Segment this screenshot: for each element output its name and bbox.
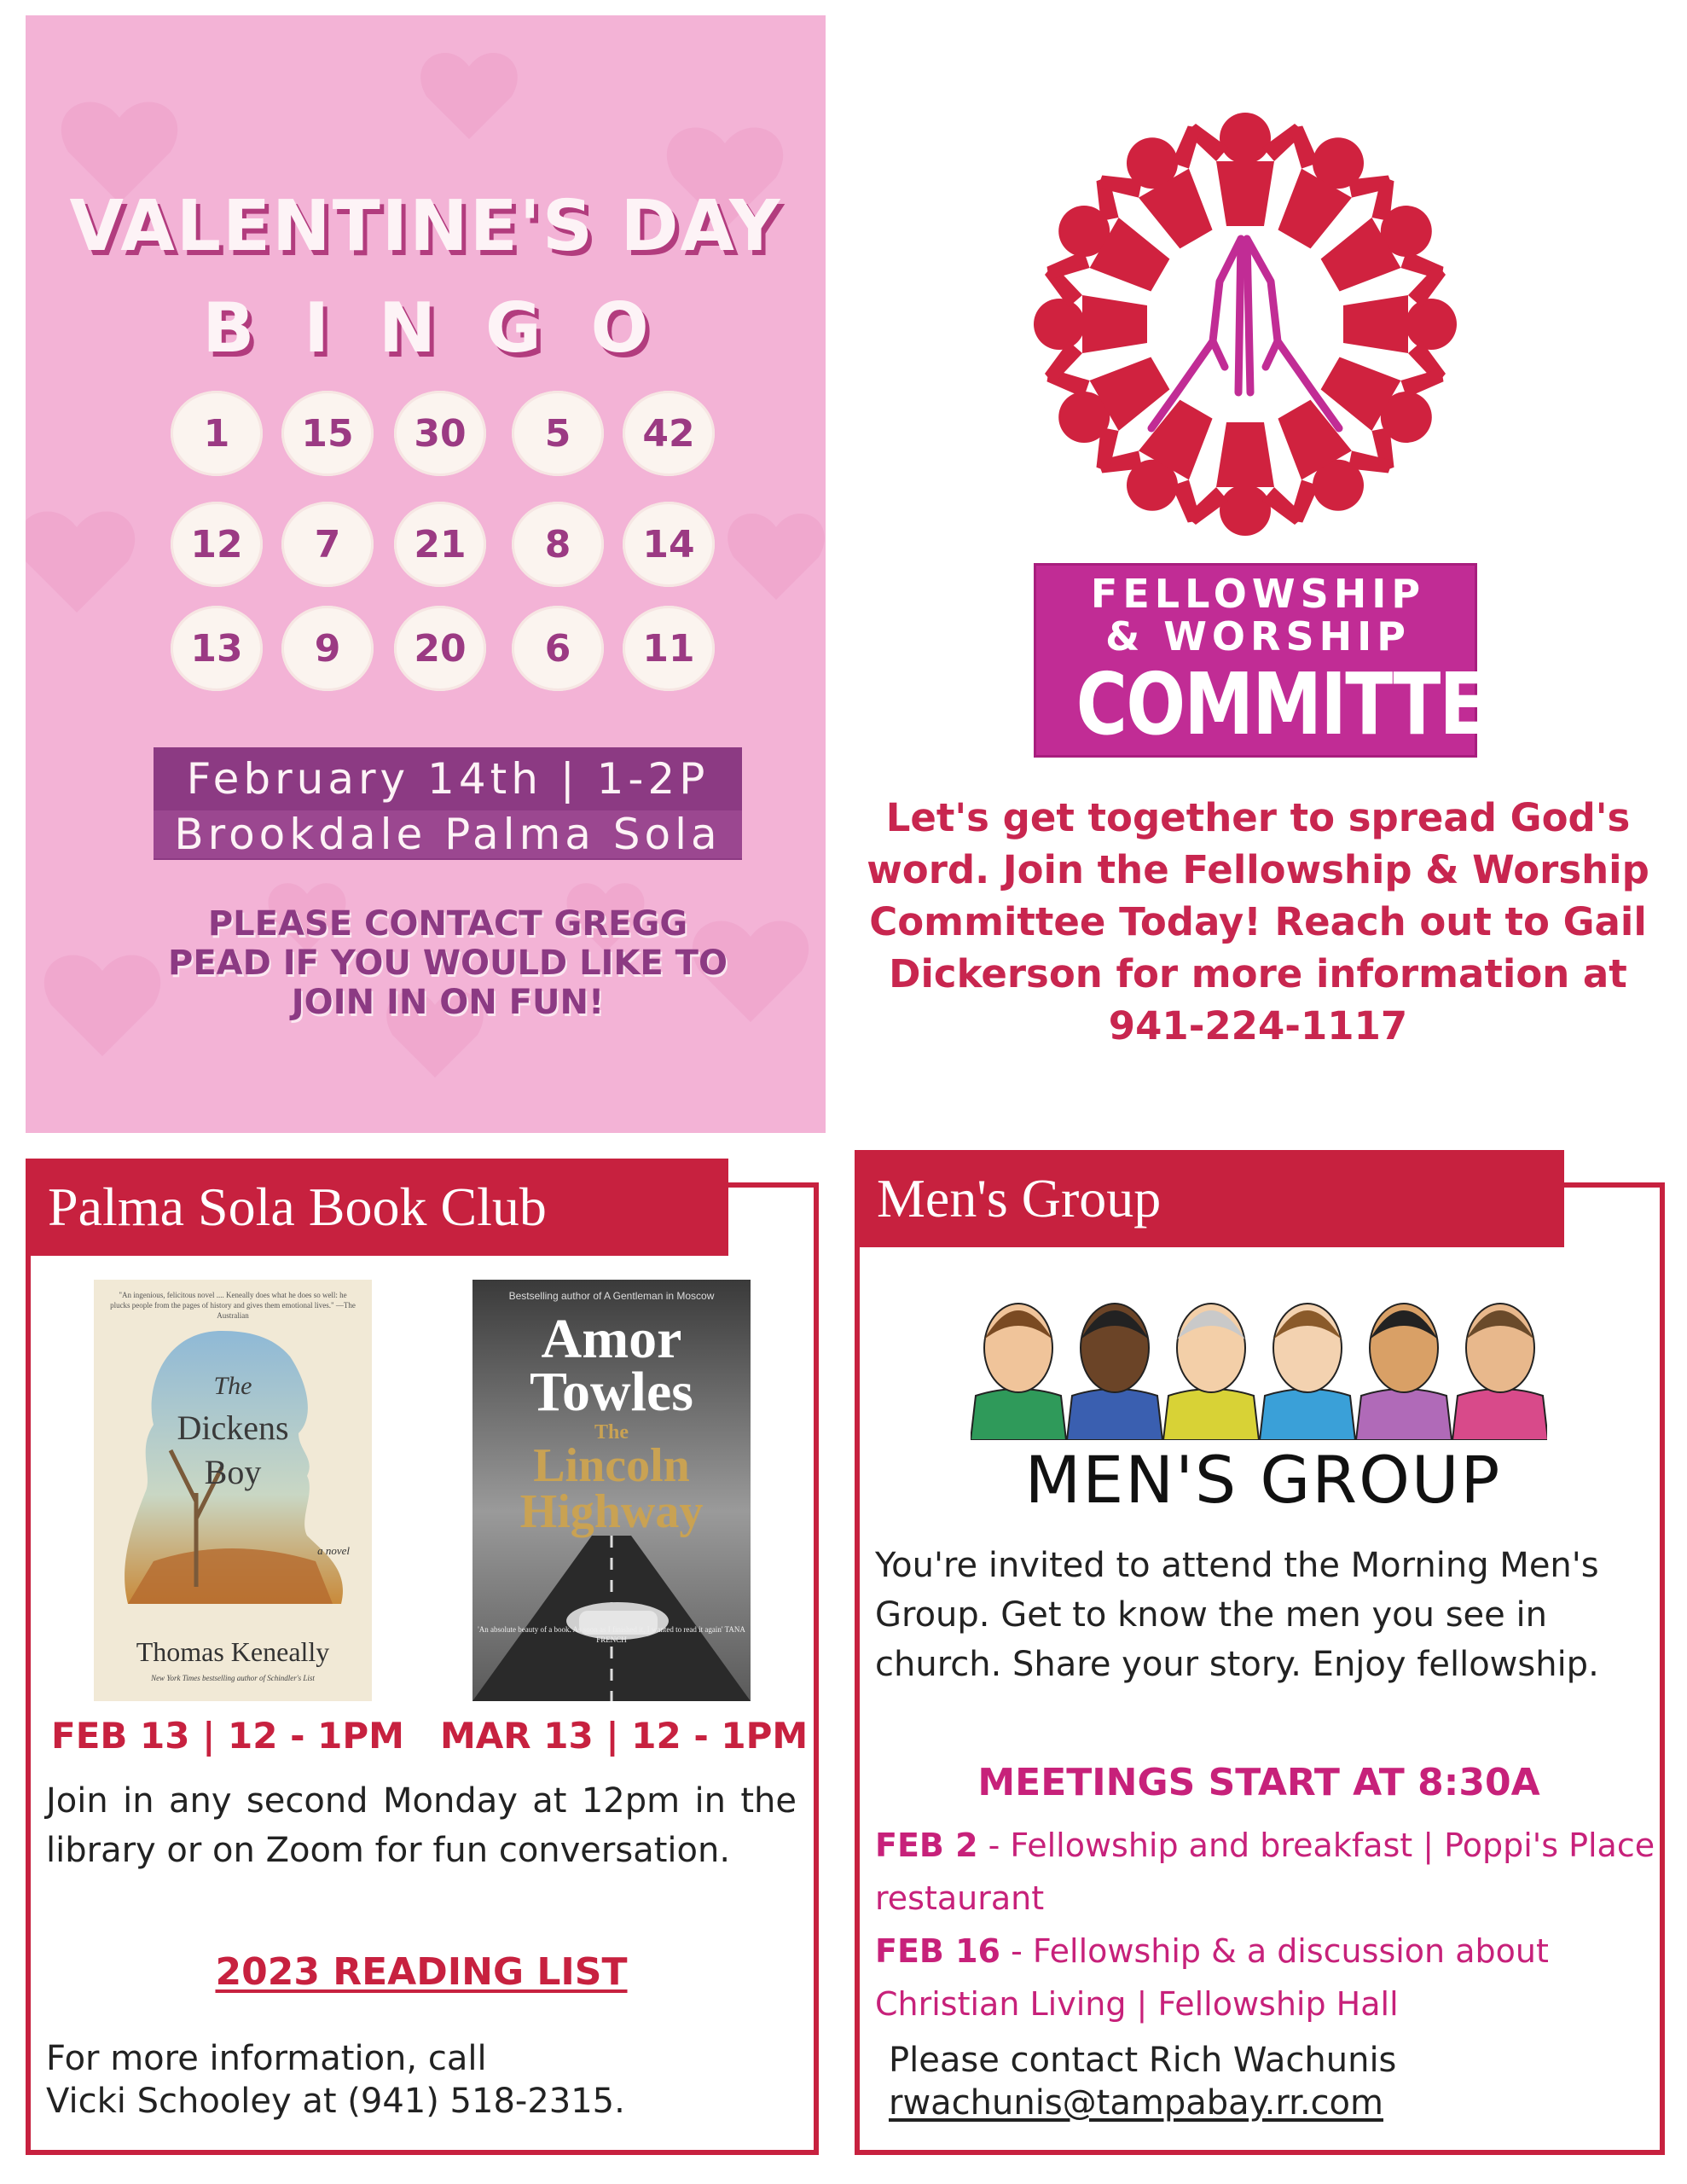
bingo-ball-14: 14 <box>623 502 715 587</box>
bingo-ball-11: 11 <box>623 606 715 691</box>
book-club-contact-line1: For more information, call <box>46 2039 487 2078</box>
book2-title-lincoln: Lincoln <box>533 1439 690 1492</box>
bingo-ball-8: 8 <box>512 502 604 587</box>
book1-subtitle: New York Times bestselling author of Schindler's List <box>151 1674 315 1682</box>
event-1-text: - Fellowship and breakfast | Poppi's Place restaurant <box>875 1827 1655 1917</box>
mens-group-description: You're invited to attend the Morning Men's Group. Get to know the men you see in church. Share your story. Enjoy fellowship. <box>875 1546 1599 1684</box>
fellowship-circle-logo <box>1023 111 1467 555</box>
man-shirt-icon <box>1067 1389 1162 1440</box>
book1-label: a novel <box>317 1544 350 1557</box>
bingo-ball-42: 42 <box>623 391 715 476</box>
event-2-text: - Fellowship & a discussion about Christian Living | Fellowship Hall <box>875 1932 1549 2023</box>
person-head-icon <box>1220 113 1271 164</box>
man-shirt-icon <box>1260 1389 1355 1440</box>
fellowship-worship-banner <box>1034 563 1533 758</box>
fellowship-invitation-text: Let's get together to spread God's word. Join the Fellowship & Worship Committee Today! Reach out to Gail Dickerson for more information at 941-224-1117 <box>867 795 1649 1048</box>
book1-tagline: "An ingenious, felicitous novel .... Keneally does what he does so well: he plucks people from the pages of history and gives them emotional lives." —The Australian <box>110 1291 356 1320</box>
book1-title-boy: Boy <box>204 1453 262 1491</box>
bingo-title: VALENTINE'S DAY <box>69 186 782 267</box>
book2-title-highway: Highway <box>519 1485 704 1538</box>
person-head-icon <box>1406 299 1457 350</box>
mens-group-event-2 <box>875 1925 1660 2030</box>
banner-line-2: & WORSHIP <box>1105 613 1411 659</box>
bingo-ball-1: 1 <box>171 391 263 476</box>
bingo-ball-7: 7 <box>281 502 374 587</box>
meetings-start-time: MEETINGS START AT 8:30A <box>977 1761 1540 1804</box>
person-head-icon <box>1034 299 1085 350</box>
banner-line-3: COMMITTEE <box>1075 654 1533 754</box>
book2-title-the: The <box>594 1421 629 1443</box>
event-1-date: FEB 2 <box>875 1827 978 1864</box>
book2-author-first: Amor <box>541 1308 682 1370</box>
bingo-ball-20: 20 <box>394 606 486 691</box>
mens-group-header: Men's Group <box>855 1150 1564 1247</box>
man-shirt-icon <box>1356 1389 1452 1440</box>
mens-group-logo-text: MEN'S GROUP <box>1024 1442 1502 1518</box>
bingo-ball-13: 13 <box>171 606 263 691</box>
person-head-icon <box>1220 485 1271 536</box>
book-club-header: Palma Sola Book Club <box>26 1159 728 1256</box>
book-club-contact-line2: Vicki Schooley at (941) 518-2315. <box>46 2082 625 2121</box>
praying-hands-icon <box>1151 239 1339 428</box>
bingo-ball-9: 9 <box>281 606 374 691</box>
bingo-ball-21: 21 <box>394 502 486 587</box>
mens-group-illustration <box>971 1287 1547 1440</box>
bingo-number-grid <box>171 391 733 698</box>
book2-quote: 'An absolute beauty of a book. As soon as I finished it, I wanted to read it again' TANA FRENCH <box>478 1625 745 1644</box>
bingo-ball-5: 5 <box>512 391 604 476</box>
bingo-ball-30: 30 <box>394 391 486 476</box>
book-club-description: Join in any second Monday at 12pm in the library or on Zoom for fun conversation. <box>46 1781 797 1870</box>
book-club-date-feb: FEB 13 | 12 - 1PM <box>51 1715 404 1757</box>
bingo-ball-6: 6 <box>512 606 604 691</box>
man-shirt-icon <box>1163 1389 1259 1440</box>
mens-group-email-link[interactable]: rwachunis@tampabay.rr.com <box>889 2083 1383 2123</box>
event-date: February 14th | 1-2P <box>186 754 710 804</box>
book-club-date-mar: MAR 13 | 12 - 1PM <box>440 1715 809 1757</box>
mens-group-contact <box>889 2039 1656 2124</box>
bingo-contact-note: PLEASE CONTACT GREGG PEAD IF YOU WOULD LIKE TO JOIN IN ON FUN! <box>168 904 728 1022</box>
book2-top-line: Bestselling author of A Gentleman in Moscow <box>508 1290 715 1302</box>
reading-list-link[interactable]: 2023 READING LIST <box>215 1950 628 1994</box>
valentine-bingo-poster <box>26 15 826 1133</box>
book-cover-lincoln-highway <box>472 1280 751 1701</box>
man-shirt-icon <box>1452 1389 1547 1440</box>
bingo-ball-15: 15 <box>281 391 374 476</box>
bingo-ball-12: 12 <box>171 502 263 587</box>
book1-title-dickens: Dickens <box>177 1409 289 1447</box>
mens-group-contact-name: Please contact Rich Wachunis <box>889 2041 1397 2080</box>
man-shirt-icon <box>971 1389 1066 1440</box>
event-2-date: FEB 16 <box>875 1932 1000 1970</box>
banner-line-1: FELLOWSHIP <box>1090 571 1426 617</box>
book2-author-last: Towles <box>530 1361 693 1423</box>
event-location: Brookdale Palma Sola <box>154 810 742 858</box>
book-club-contact <box>46 2037 797 2123</box>
bingo-heading: BINGO <box>202 288 699 368</box>
book1-author: Thomas Keneally <box>136 1636 330 1667</box>
book1-title-the: The <box>213 1372 252 1400</box>
mens-group-event-1 <box>875 1819 1660 1925</box>
book-cover-dickens-boy <box>94 1280 372 1701</box>
